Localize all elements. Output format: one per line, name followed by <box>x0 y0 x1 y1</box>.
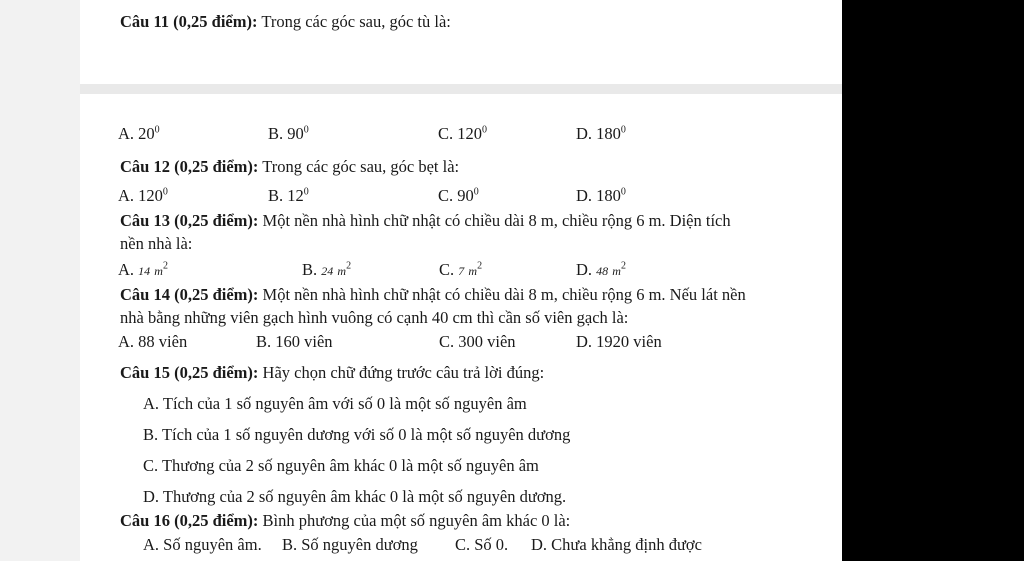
q13-option-d: D. 48 $m^2$ <box>576 260 626 279</box>
q11-option-d: D. $180^0$ <box>576 124 626 143</box>
question-13 <box>120 211 731 231</box>
q13-option-a: A. 14 $m^2$ <box>118 260 168 279</box>
question-text: Một nền nhà hình chữ nhật có chiều dài 8 m, chiều rộng 6 m. Nếu lát nền <box>262 285 746 304</box>
q15-option-a: A. Tích của 1 số nguyên âm với số 0 là một số nguyên âm <box>143 394 527 413</box>
q11-option-b: B. $90^0$ <box>268 124 309 143</box>
q15-option-d: D. Thương của 2 số nguyên âm khác 0 là một số nguyên dương. <box>143 487 567 506</box>
q14-option-b: B. 160 viên <box>256 332 333 351</box>
page-gap <box>80 84 842 94</box>
q13-option-b: B. 24 $m^2$ <box>302 260 352 279</box>
page-top <box>80 0 842 86</box>
q12-option-d: D. $180^0$ <box>576 186 626 205</box>
question-text: Một nền nhà hình chữ nhật có chiều dài 8 m, chiều rộng 6 m. Diện tích <box>262 211 731 230</box>
q16-option-a: A. Số nguyên âm. <box>143 535 262 554</box>
q16-option-c: C. Số 0. <box>455 535 509 554</box>
q16-option-b: B. Số nguyên dương <box>282 535 418 554</box>
page-bottom <box>80 94 842 561</box>
question-label: Câu 16 (0,25 điểm): <box>120 511 259 530</box>
question-label: Câu 14 (0,25 điểm): <box>120 285 259 304</box>
question-13-cont: nền nhà là: <box>120 234 193 253</box>
q14-option-d: D. 1920 viên <box>576 332 662 351</box>
q15-option-b: B. Tích của 1 số nguyên dương với số 0 là một số nguyên dương <box>143 425 571 444</box>
left-margin <box>0 0 80 561</box>
question-text: Hãy chọn chữ đứng trước câu trả lời đúng: <box>262 363 545 382</box>
q14-option-c: C. 300 viên <box>439 332 516 351</box>
question-14-cont: nhà bằng những viên gạch hình vuông có cạnh 40 cm thì cần số viên gạch là: <box>120 308 629 327</box>
question-label: Câu 15 (0,25 điểm): <box>120 363 259 382</box>
question-15 <box>120 363 544 383</box>
q11-option-a: A. $20^0$ <box>118 124 160 143</box>
question-text: Trong các góc sau, góc bẹt là: <box>262 157 460 176</box>
question-14 <box>120 285 746 305</box>
question-16 <box>120 511 570 531</box>
question-label: Câu 13 (0,25 điểm): <box>120 211 259 230</box>
q12-option-a: A. $120^0$ <box>118 186 168 205</box>
question-11 <box>120 12 451 32</box>
question-text: Trong các góc sau, góc tù là: <box>261 12 451 31</box>
question-12 <box>120 157 459 177</box>
question-label: Câu 11 (0,25 điểm): <box>120 12 258 31</box>
question-label: Câu 12 (0,25 điểm): <box>120 157 259 176</box>
q12-option-b: B. $12^0$ <box>268 186 309 205</box>
q11-option-c: C. $120^0$ <box>438 124 488 143</box>
q15-option-c: C. Thương của 2 số nguyên âm khác 0 là một số nguyên âm <box>143 456 539 475</box>
q14-option-a: A. 88 viên <box>118 332 188 351</box>
q12-option-c: C. $90^0$ <box>438 186 479 205</box>
question-text: Bình phương của một số nguyên âm khác 0 là: <box>262 511 571 530</box>
q13-option-c: C. 7 $m^2$ <box>439 260 483 279</box>
right-margin <box>842 0 1024 561</box>
q16-option-d: D. Chưa khẳng định được <box>531 535 702 554</box>
